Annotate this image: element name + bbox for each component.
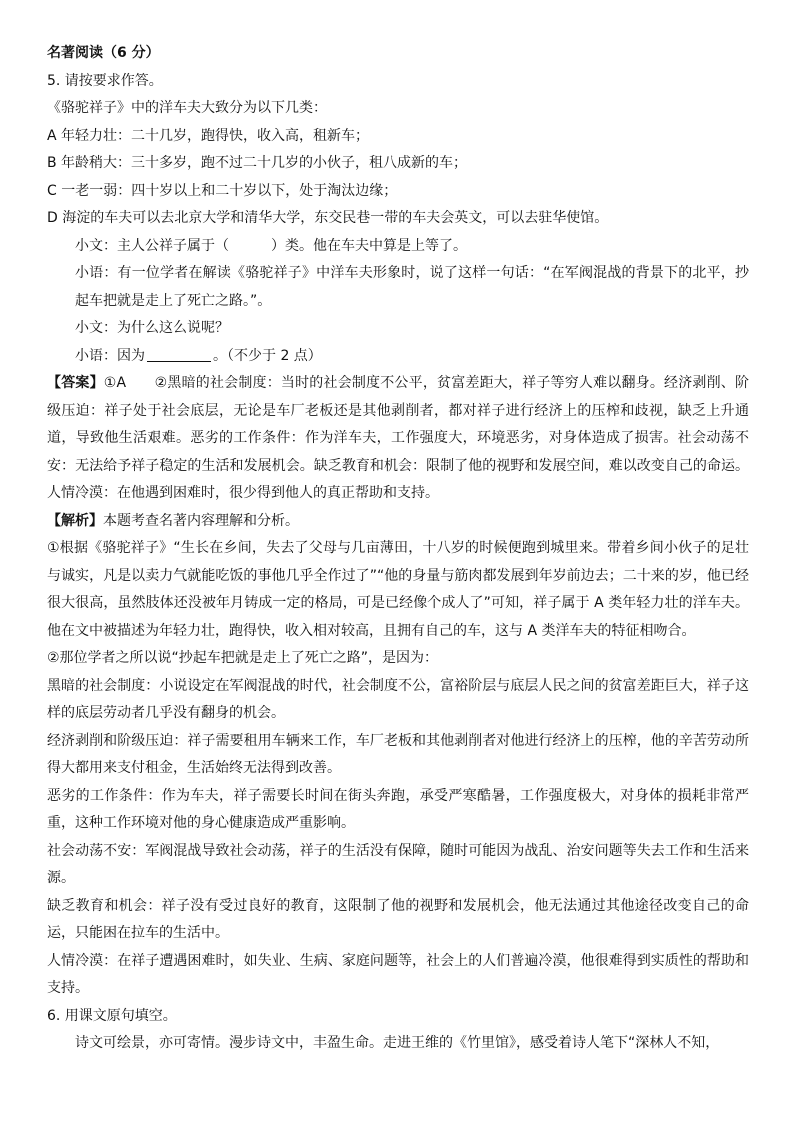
dialogue-line-1: 小文：主人公祥子属于（ ）类。他在车夫中算是上等了。 xyxy=(75,237,467,254)
analysis-point: 人情冷漠：在祥子遭遇困难时，如失业、生病、家庭问题等，社会上的人们普遍冷漠，他很难得到实质性的帮助和支持。 xyxy=(47,952,749,996)
option-c: C 一老一弱：四十岁以上和二十岁以下，处于淘汰边缘； xyxy=(47,182,398,199)
answer-text: ①A ②黑暗的社会制度：当时的社会制度不公平，贫富差距大，祥子等穷人难以翻身。经济剥削、阶级压迫：祥子处于社会底层，无论是车厂老板还是其他剥削者，都对祥子进行经济上的压榨和歧视，缺乏上升通道，导致他生活艰难。恶劣的工作条件：作为洋车夫，工作强度大，环境恶劣，对身体造成了损害。社会动荡不安：无法给予祥子稳定的生活和发展机会。缺乏教育和机会：限制了他的视野和发展空间，难以改变自己的命运。人情冷漠：在他遇到困难时，很少得到他人的真正帮助和支持。 xyxy=(47,375,749,501)
analysis-point: 黑暗的社会制度：小说设定在军阀混战的时代，社会制度不公，富裕阶层与底层人民之间的贫富差距巨大，祥子这样的底层劳动者几乎没有翻身的机会。 xyxy=(47,677,749,721)
dialogue-line-4-suffix: 。（不少于 2 点） xyxy=(213,347,322,364)
analysis-point: 经济剥削和阶级压迫：祥子需要租用车辆来工作，车厂老板和其他剥削者对他进行经济上的压榨，他的辛苦劳动所得大都用来支付租金，生活始终无法得到改善。 xyxy=(47,732,749,776)
analysis-point: 社会动荡不安：军阀混战导致社会动荡，祥子的生活没有保障，随时可能因为战乱、治安问题等失去工作和生活来源。 xyxy=(47,842,749,886)
dialogue-line-4 xyxy=(47,343,749,371)
question-5-intro: 《骆驼祥子》中的洋车夫大致分为以下几类： xyxy=(47,100,327,116)
analysis-intro: 本题考查名著内容理解和分析。 xyxy=(103,512,299,529)
dialogue-line-3: 小文：为什么这么说呢？ xyxy=(75,320,229,336)
option-b: B 年龄稍大：三十多岁，跑不过二十几岁的小伙子，租八成新的车； xyxy=(47,155,468,171)
analysis-header xyxy=(47,508,749,536)
dialogue-line-2: 小语：有一位学者在解读《骆驼祥子》中洋车夫形象时，说了这样一句话：“在军阀混战的背景下的北平，抄起车把就是走上了死亡之路。”。 xyxy=(75,265,749,309)
question-6-number: 6. 用课文原句填空。 xyxy=(47,1007,177,1024)
analysis-paragraph-1: ①根据《骆驼祥子》“生长在乡间，失去了父母与几亩薄田，十八岁的时候便跑到城里来。带着乡间小伙子的足壮与诚实，凡是以卖力气就能吃饭的事他几乎全作过了”“他的身量与筋肉都发展到年岁前边去；二十来的岁，他已经很大很高，虽然肢体还没被年月铸成一定的格局，可是已经像个成人了”可知，祥子属于 A 类年轻力壮的洋车夫。他在文中被描述为年轻力壮，跑得快，收入相对较高，且拥有自己的车，这与 A 类洋车夫的特征相吻合。 xyxy=(47,540,749,639)
option-a: A 年轻力壮：二十几岁，跑得快，收入高，租新车； xyxy=(47,127,370,144)
section-title: 名著阅读（6 分） xyxy=(47,45,160,61)
analysis-label: 【解析】 xyxy=(47,512,103,529)
document-page xyxy=(47,40,749,1058)
answer-block xyxy=(47,370,749,508)
question-5-number: 5. 请按要求作答。 xyxy=(47,72,163,89)
option-d: D 海淀的车夫可以去北京大学和清华大学，东交民巷一带的车夫会英文，可以去驻华使馆。 xyxy=(47,210,609,226)
question-6-text: 诗文可绘景，亦可寄情。漫步诗文中，丰盈生命。走进王维的《竹里馆》，感受着诗人笔下“深林人不知， xyxy=(75,1035,720,1051)
answer-blank xyxy=(147,347,211,362)
analysis-point: 缺乏教育和机会：祥子没有受过良好的教育，这限制了他的视野和发展机会，他无法通过其他途径改变自己的命运，只能困在拉车的生活中。 xyxy=(47,897,749,941)
analysis-paragraph-2: ②那位学者之所以说“抄起车把就是走上了死亡之路”，是因为： xyxy=(47,650,439,666)
dialogue-line-4-prefix: 小语：因为 xyxy=(75,347,145,364)
analysis-point: 恶劣的工作条件：作为车夫，祥子需要长时间在街头奔跑，承受严寒酷暑，工作强度极大，对身体的损耗非常严重，这种工作环境对他的身心健康造成严重影响。 xyxy=(47,787,749,831)
answer-label: 【答案】 xyxy=(47,375,104,391)
